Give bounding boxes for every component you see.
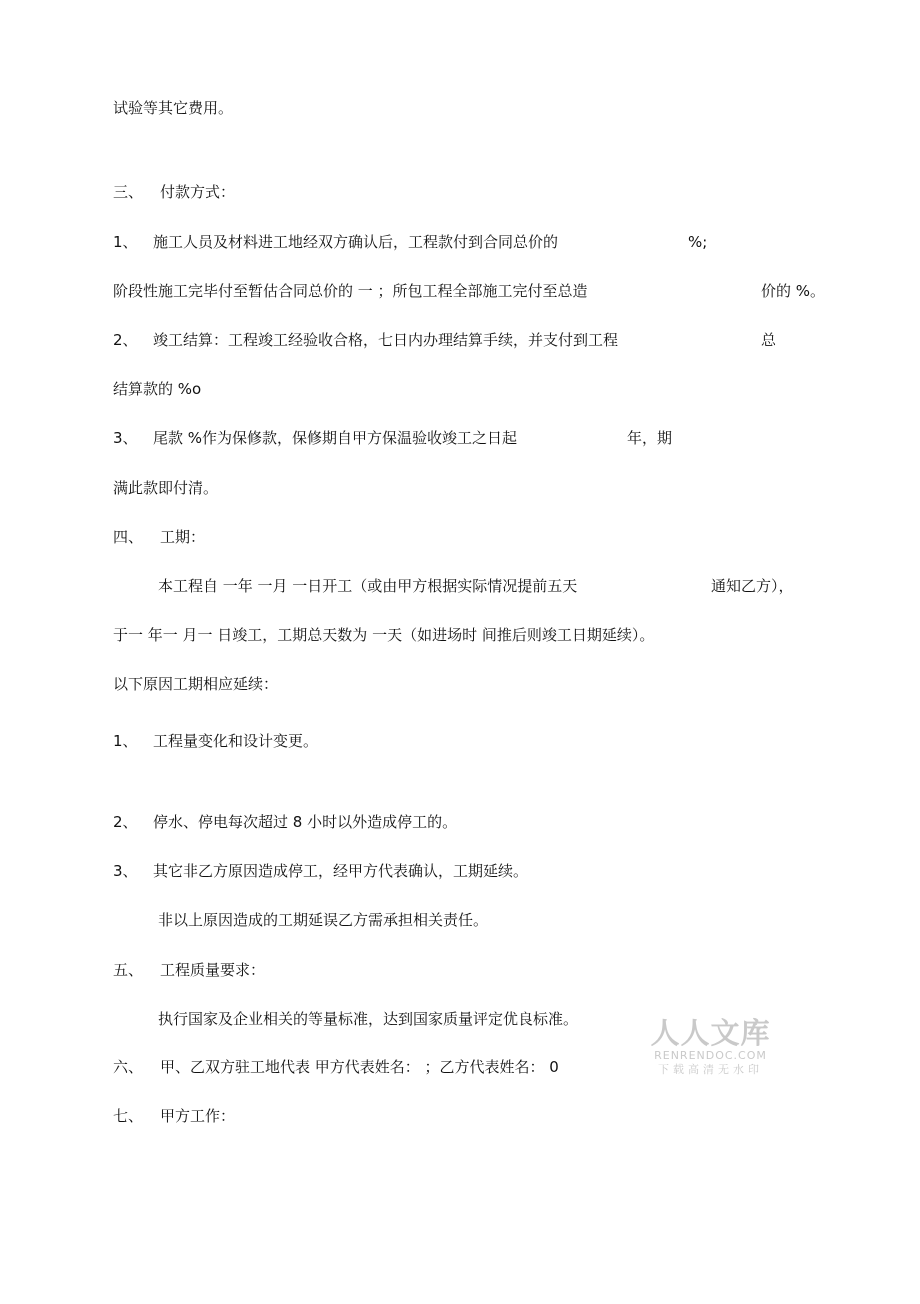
text-line: 停水、停电每次超过 8 小时以外造成停工的。 xyxy=(153,813,458,831)
text-line: 阶段性施工完毕付至暂估合同总价的 一 ；所包工程全部施工完付至总造 xyxy=(113,282,588,300)
section-heading: 甲方工作： xyxy=(160,1107,236,1125)
text-line: 以下原因工期相应延续： xyxy=(113,675,279,693)
item-number: 1、 xyxy=(113,732,138,750)
item-number: 2、 xyxy=(113,331,138,349)
text-line: %; xyxy=(688,233,708,251)
watermark-tagline: 下载高清无水印 xyxy=(658,1063,763,1076)
text-line: 价的 %。 xyxy=(761,282,826,300)
text-line: 施工人员及材料进工地经双方确认后，工程款付到合同总价的 xyxy=(153,233,559,251)
text-line: 非以上原因造成的工期延误乙方需承担相关责任。 xyxy=(158,911,489,929)
text-line: 于一 年一 月一 日竣工，工期总天数为 一天（如进场时 间推后则竣工日期延续）。 xyxy=(113,626,655,644)
text-line: 满此款即付清。 xyxy=(113,479,219,497)
item-number: 2、 xyxy=(113,813,138,831)
text-line: 试验等其它费用。 xyxy=(113,99,234,117)
section-number: 七、 xyxy=(113,1107,144,1125)
text-line: 年，期 xyxy=(627,429,673,447)
text-line: 工程量变化和设计变更。 xyxy=(153,732,319,750)
section-number: 五、 xyxy=(113,961,144,979)
watermark-title: 人人文库 xyxy=(650,1016,771,1050)
text-line: 通知乙方）， xyxy=(711,577,794,595)
item-number: 3、 xyxy=(113,429,138,447)
section-heading: 工期： xyxy=(160,528,206,546)
watermark-site: RENRENDOC.COM xyxy=(654,1049,767,1062)
section-number: 四、 xyxy=(113,528,144,546)
watermark-logo xyxy=(648,1016,773,1078)
text-line: 竣工结算：工程竣工经验收合格，七日内办理结算手续，并支付到工程 xyxy=(153,331,619,349)
section-number: 六、 xyxy=(113,1058,144,1076)
text-line: 总 xyxy=(761,331,777,349)
item-number: 1、 xyxy=(113,233,138,251)
section-heading: 工程质量要求： xyxy=(160,961,266,979)
text-line: 尾款 %作为保修款，保修期自甲方保温验收竣工之日起 xyxy=(153,429,518,447)
text-line: 本工程自 一年 一月 一日开工（或由甲方根据实际情况提前五天 xyxy=(158,577,578,595)
text-line: 其它非乙方原因造成停工，经甲方代表确认，工期延续。 xyxy=(153,862,529,880)
item-number: 3、 xyxy=(113,862,138,880)
section-number: 三、 xyxy=(113,183,144,201)
text-line: 结算款的 %o xyxy=(113,380,202,398)
text-line: 执行国家及企业相关的等量标准，达到国家质量评定优良标准。 xyxy=(158,1010,579,1028)
section-heading: 甲、乙双方驻工地代表 甲方代表姓名： ；乙方代表姓名： 0 xyxy=(160,1058,559,1076)
section-heading: 付款方式： xyxy=(160,183,236,201)
